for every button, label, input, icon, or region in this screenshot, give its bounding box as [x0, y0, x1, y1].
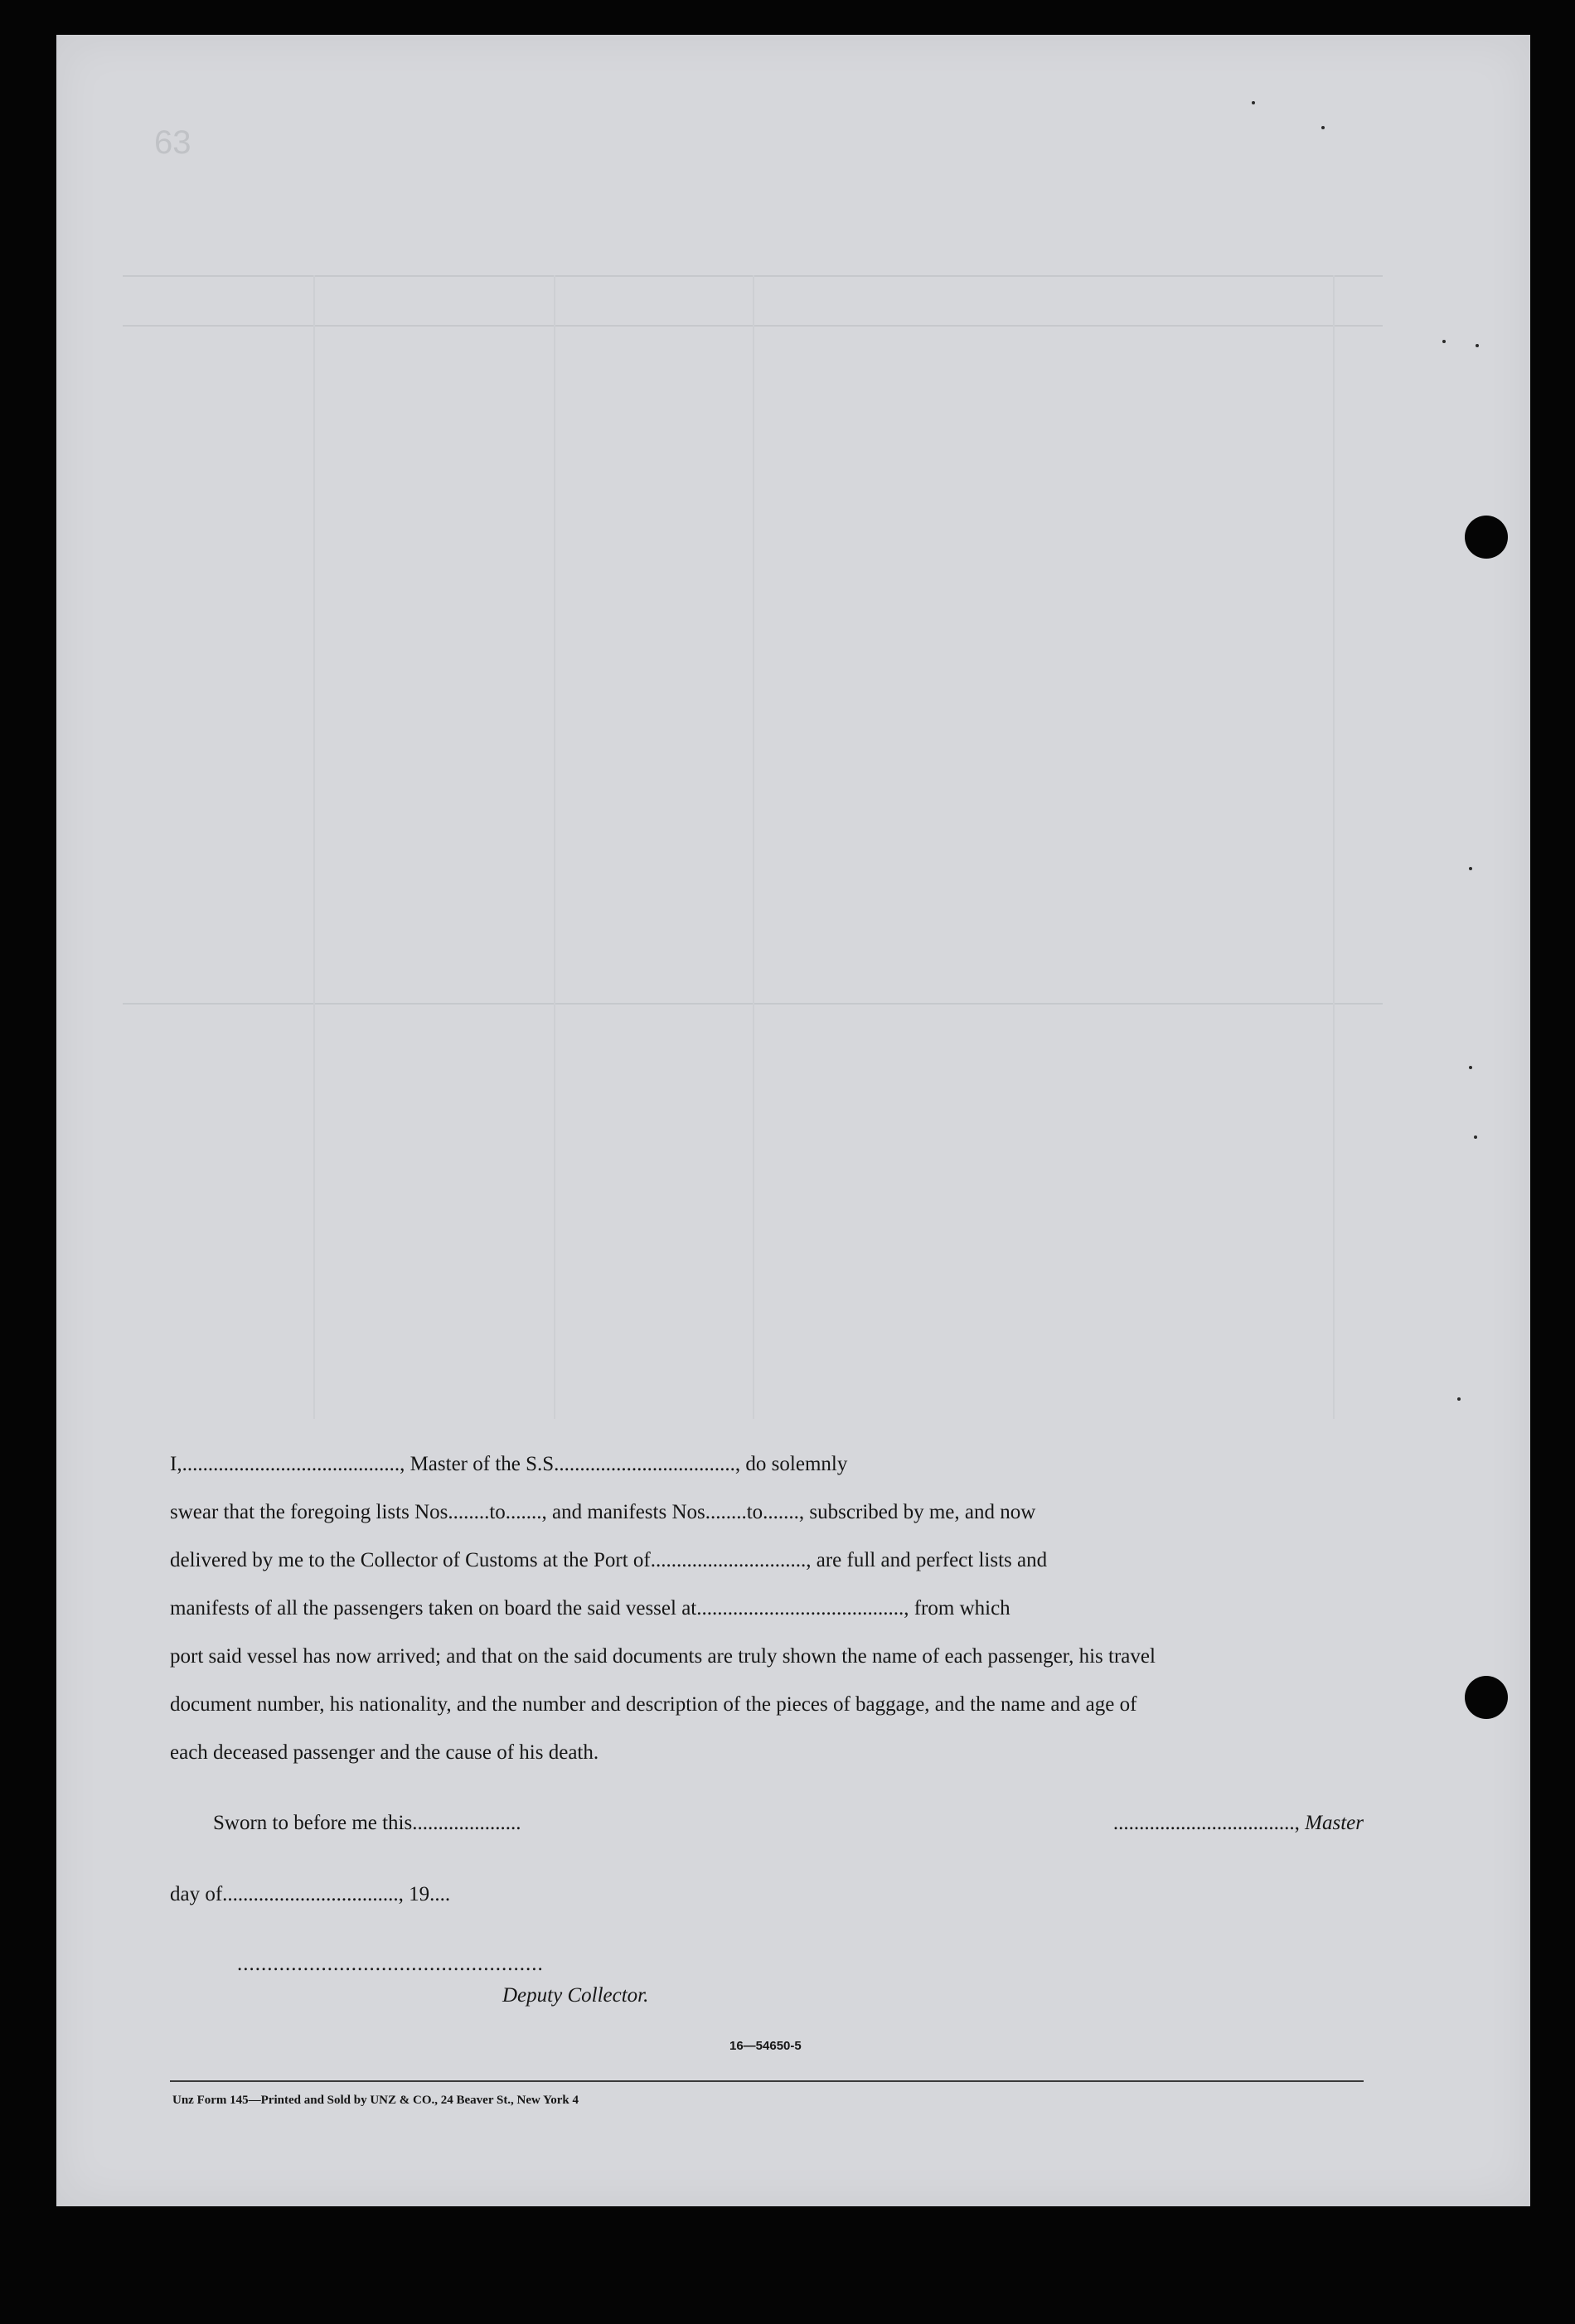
deputy-signature-dots: ...................................................	[237, 1953, 544, 1975]
speck	[1476, 344, 1479, 347]
speck	[1457, 1397, 1461, 1401]
speck	[1442, 340, 1446, 343]
bleed-through-column	[554, 275, 555, 1419]
oath-line: delivered by me to the Collector of Customs at the Port of.............................., are full and perfect lists and	[170, 1549, 1048, 1571]
oath-line: each deceased passenger and the cause of his death.	[170, 1741, 599, 1764]
oath-paragraph	[170, 1440, 1364, 1777]
oath-line: I,.........................................., Master of the S.S..................................., do solemnly	[170, 1453, 848, 1475]
speck	[1252, 101, 1255, 104]
form-code: 16—54650-5	[729, 2039, 802, 2053]
speck	[1321, 126, 1325, 129]
master-signature-field	[1113, 1812, 1364, 1835]
master-label: Master	[1305, 1812, 1364, 1834]
bleed-through-column	[1333, 275, 1335, 1419]
printer-imprint: Unz Form 145—Printed and Sold by UNZ & CO., 24 Beaver St., New York 4	[172, 2094, 579, 2107]
oath-line: swear that the foregoing lists Nos........to......., and manifests Nos........to......., subscribed by me, and now	[170, 1501, 1036, 1523]
sworn-row	[170, 1812, 1364, 1845]
manifest-sheet	[56, 35, 1530, 2206]
sworn-to-field: Sworn to before me this.....................	[213, 1812, 521, 1834]
speck	[1469, 867, 1472, 870]
speck	[1469, 1066, 1472, 1069]
oath-line: document number, his nationality, and the number and description of the pieces of baggage, and the name and age of	[170, 1693, 1137, 1716]
punch-hole	[1465, 516, 1508, 559]
footer-rule	[170, 2080, 1364, 2082]
day-of-field: day of.................................., 19....	[170, 1883, 451, 1905]
oath-line: manifests of all the passengers taken on board the said vessel at........................................, from which	[170, 1597, 1010, 1620]
oath-line: port said vessel has now arrived; and that on the said documents are truly shown the name of each passenger, his travel	[170, 1645, 1156, 1668]
bleed-through-column	[313, 275, 315, 1419]
bleed-through-page-number: 63	[154, 124, 191, 161]
master-signature-dots: ...................................,	[1112, 1812, 1306, 1834]
deputy-collector-label: Deputy Collector.	[502, 1984, 649, 2007]
speck	[1474, 1135, 1477, 1139]
bleed-through-column	[753, 275, 754, 1419]
punch-hole	[1465, 1676, 1508, 1719]
